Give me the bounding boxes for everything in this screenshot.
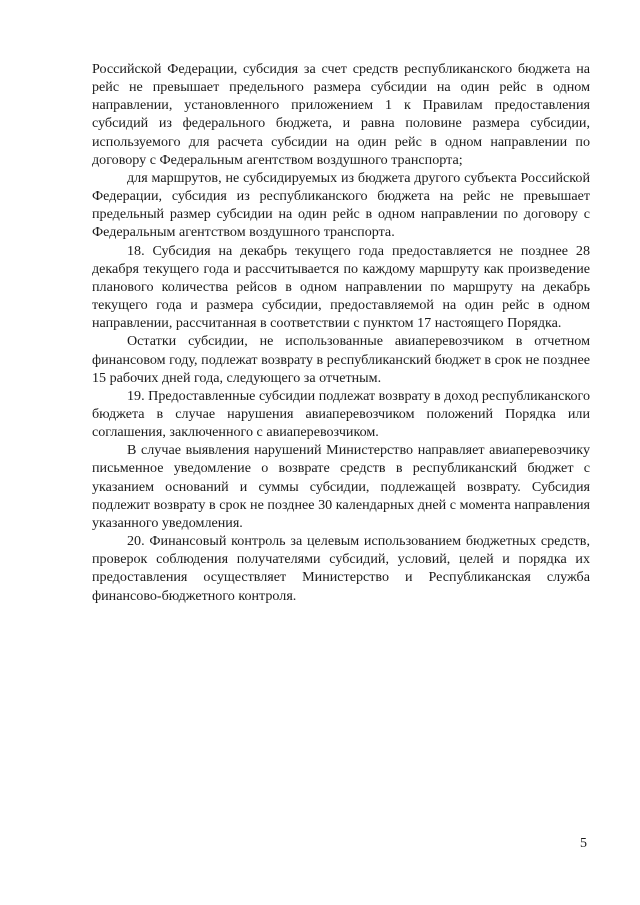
paragraph-non-subsidized-routes: для маршрутов, не субсидируемых из бюджета другого субъекта Российской Федерации, субсидия из республиканского бюджета на рейс не превышает предельный размер субсидии на один рейс в одном направлении по договору с Федеральным агентством воздушного транспорта. xyxy=(92,169,590,241)
paragraph-item-20: 20. Финансовый контроль за целевым использованием бюджетных средств, проверок соблюдения получателями субсидий, условий, целей и порядка их предоставления осуществляет Министерство и Республиканская служба финансово-бюджетного контроля. xyxy=(92,533,590,604)
paragraph-item-19: 19. Предоставленные субсидии подлежат возврату в доход республиканского бюджета в случае нарушения авиаперевозчиком положений Порядка или соглашения, заключенного с авиаперевозчиком. xyxy=(92,387,590,441)
paragraph-continuation: Российской Федерации, субсидия за счет средств республиканского бюджета на рейс не превышает предельного размера субсидии на один рейс в одном направлении, установленного приложением 1 к Правилам предоставления субсидий из федерального бюджета, и равна половине размера субсидии, используемого для расчета субсидии на один рейс в одном направлении по договору с Федеральным агентством воздушного транспорта; xyxy=(92,61,590,168)
document-body xyxy=(92,60,590,605)
paragraph-subsidy-remainders: Остатки субсидии, не использованные авиаперевозчиком в отчетном финансовом году, подлежат возврату в республиканский бюджет в срок не позднее 15 рабочих дней года, следующего за отчетным. xyxy=(92,333,590,386)
paragraph-violations-notice: В случае выявления нарушений Министерство направляет авиаперевозчику письменное уведомление о возврате средств в республиканский бюджет с указанием оснований и суммы субсидии, подлежащей возврату. Субсидия подлежит возврату в срок не позднее 30 календарных дней с момента направления указанного уведомления. xyxy=(92,442,590,531)
paragraph-item-18: 18. Субсидия на декабрь текущего года предоставляется не позднее 28 декабря текущего года и рассчитывается по каждому маршруту как произведение планового количества рейсов в одном направлении по маршруту на декабрь текущего года и размера субсидии, предоставляемой на один рейс в одном направлении, рассчитанная в соответствии с пунктом 17 настоящего Порядка. xyxy=(92,242,590,332)
page-number: 5 xyxy=(580,836,587,851)
